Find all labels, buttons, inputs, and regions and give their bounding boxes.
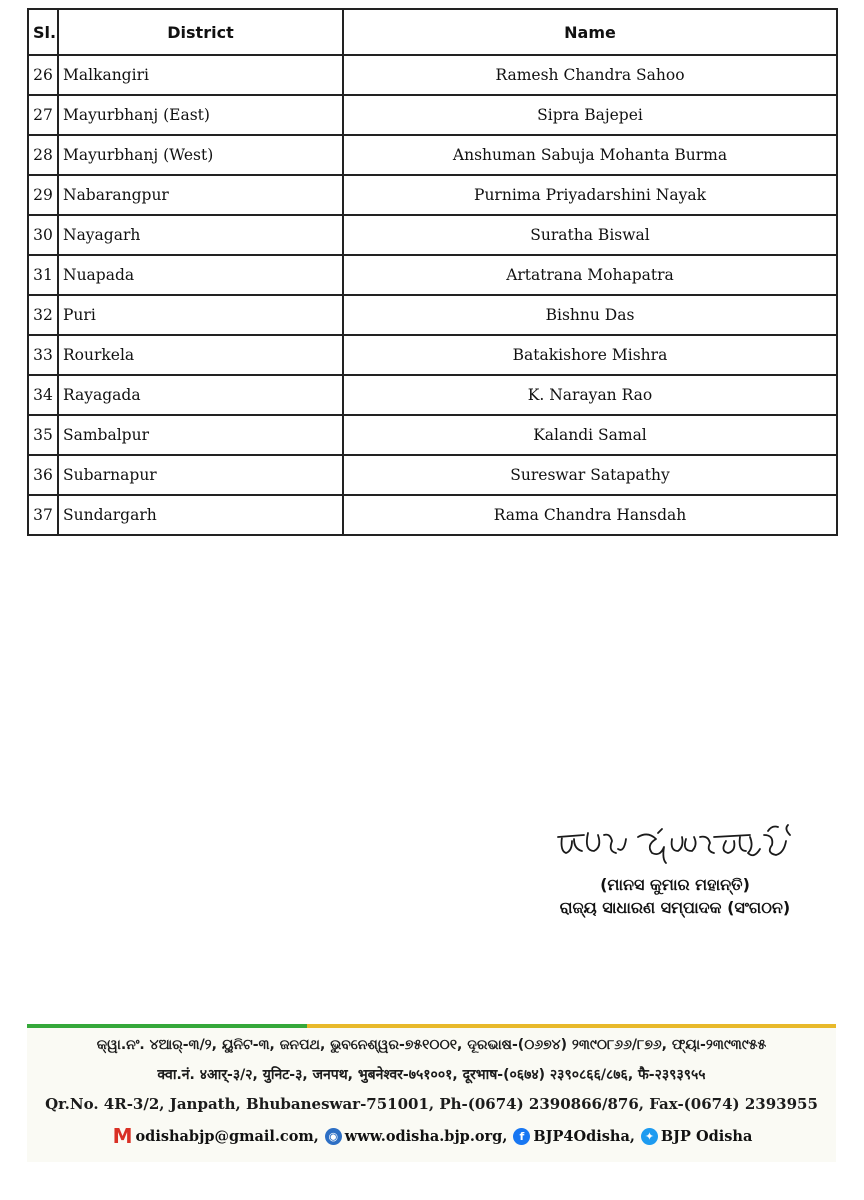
footer-address-hindi: क्वा.नं. ४आर्-३/२, युनिट-३, जनपथ, भुबनेश्वर-७५१००१, दूरभाष-(०६७४) २३९०८६६/८७६, फै-२३९३९५५ xyxy=(157,1067,706,1083)
footer-website[interactable]: www.odisha.bjp.org, xyxy=(344,1127,508,1145)
row-district: Rayagada xyxy=(58,375,343,415)
table-row xyxy=(28,175,837,215)
signatory-block xyxy=(530,873,820,919)
row-district: Rourkela xyxy=(58,335,343,375)
row-sl: 36 xyxy=(28,455,58,495)
row-sl: 29 xyxy=(28,175,58,215)
row-name: Anshuman Sabuja Mohanta Burma xyxy=(343,135,837,175)
facebook-icon: f xyxy=(513,1128,530,1145)
row-district: Puri xyxy=(58,295,343,335)
row-name: Ramesh Chandra Sahoo xyxy=(343,55,837,95)
row-district: Sambalpur xyxy=(58,415,343,455)
table-row xyxy=(28,495,837,535)
row-district: Mayurbhanj (West) xyxy=(58,135,343,175)
globe-icon: ◉ xyxy=(325,1128,342,1145)
twitter-icon: ✦ xyxy=(641,1128,658,1145)
row-sl: 35 xyxy=(28,415,58,455)
footer-address-odia: କ୍ୱା.ନଂ. ୪ଆର୍-୩/୨, ୟୁନିଟ-୩, ଜନପଥ, ଭୁବନେଶ୍ୱର-୭୫୧୦୦୧, ଦୂରଭାଷ-(୦୬୭୪) ୨୩୯୦୮୬୬/୮୭୬, ଫ୍ୟା-୨୩୯୩୯୫୫ xyxy=(96,1037,767,1053)
row-name: Artatrana Mohapatra xyxy=(343,255,837,295)
table-row xyxy=(28,55,837,95)
row-sl: 28 xyxy=(28,135,58,175)
table-row xyxy=(28,255,837,295)
row-name: Purnima Priyadarshini Nayak xyxy=(343,175,837,215)
row-sl: 33 xyxy=(28,335,58,375)
handwritten-signature xyxy=(554,823,804,867)
row-sl: 32 xyxy=(28,295,58,335)
table-row xyxy=(28,335,837,375)
row-name: Suratha Biswal xyxy=(343,215,837,255)
letterhead-footer xyxy=(27,1024,836,1162)
footer-facebook[interactable]: BJP4Odisha, xyxy=(533,1127,635,1145)
row-name: Bishnu Das xyxy=(343,295,837,335)
row-district: Mayurbhanj (East) xyxy=(58,95,343,135)
footer-bar-green xyxy=(27,1024,307,1028)
row-name: Kalandi Samal xyxy=(343,415,837,455)
row-district: Malkangiri xyxy=(58,55,343,95)
table-row xyxy=(28,295,837,335)
row-name: Sureswar Satapathy xyxy=(343,455,837,495)
signatory-designation: ରାଜ୍ୟ ସାଧାରଣ ସମ୍ପାଦକ (ସଂଗଠନ) xyxy=(559,898,791,917)
footer-twitter[interactable]: BJP Odisha xyxy=(660,1127,753,1145)
header-name: Name xyxy=(343,9,837,55)
table-row xyxy=(28,95,837,135)
footer-email[interactable]: odishabjp@gmail.com, xyxy=(135,1127,319,1145)
row-sl: 26 xyxy=(28,55,58,95)
row-sl: 27 xyxy=(28,95,58,135)
row-district: Sundargarh xyxy=(58,495,343,535)
row-district: Subarnapur xyxy=(58,455,343,495)
header-district: District xyxy=(58,9,343,55)
footer-color-bar xyxy=(27,1024,836,1028)
row-name: K. Narayan Rao xyxy=(343,375,837,415)
signature-text: ମାନସ କୁମାର ମହାନ୍ତି xyxy=(554,823,563,824)
row-sl: 34 xyxy=(28,375,58,415)
footer-bar-yellow xyxy=(307,1024,836,1028)
row-name: Batakishore Mishra xyxy=(343,335,837,375)
table-row xyxy=(28,455,837,495)
row-district: Nayagarh xyxy=(58,215,343,255)
table-row xyxy=(28,375,837,415)
row-sl: 31 xyxy=(28,255,58,295)
row-sl: 30 xyxy=(28,215,58,255)
table-row xyxy=(28,215,837,255)
table-body xyxy=(28,55,837,535)
row-district: Nuapada xyxy=(58,255,343,295)
row-name: Rama Chandra Hansdah xyxy=(343,495,837,535)
gmail-icon: M xyxy=(112,1124,133,1148)
footer-address-english: Qr.No. 4R-3/2, Janpath, Bhubaneswar-751001, Ph-(0674) 2390866/876, Fax-(0674) 2393955 xyxy=(45,1095,818,1113)
table-header-row xyxy=(28,9,837,55)
header-sl: Sl. xyxy=(28,9,58,55)
row-district: Nabarangpur xyxy=(58,175,343,215)
table-row xyxy=(28,415,837,455)
row-name: Sipra Bajepei xyxy=(343,95,837,135)
row-sl: 37 xyxy=(28,495,58,535)
footer-contacts xyxy=(27,1123,836,1149)
signatory-name: (ମାନସ କୁମାର ମହାନ୍ତି) xyxy=(600,875,750,894)
district-officials-table xyxy=(27,8,838,536)
table-row xyxy=(28,135,837,175)
